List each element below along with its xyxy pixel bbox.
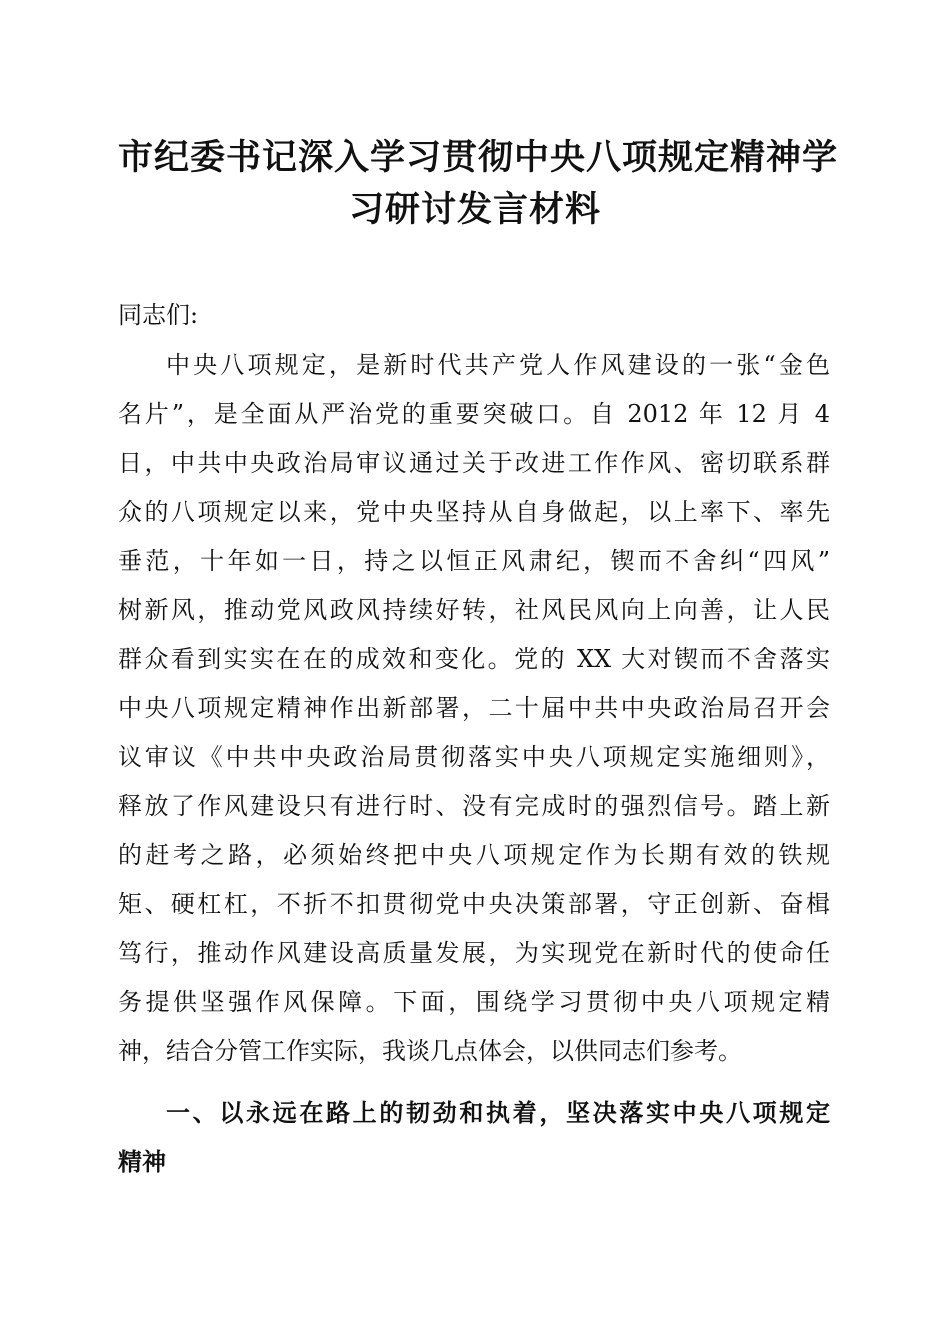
paragraph-line: 垂范，十年如一日，持之以恒正风肃纪，锲而不舍纠“四风”	[118, 547, 830, 575]
heading-line: 一、以永远在路上的韧劲和执着，坚决落实中央八项规定	[166, 1099, 830, 1127]
salutation: 同志们:	[118, 301, 199, 329]
paragraph-line: 神，结合分管工作实际，我谈几点体会，以供同志们参考。	[118, 1037, 742, 1065]
paragraph-line: 的赶考之路，必须始终把中央八项规定作为长期有效的铁规	[118, 841, 830, 869]
heading-line: 精神	[118, 1148, 166, 1176]
paragraph-line: 议审议《中共中央政治局贯彻落实中央八项规定实施细则》，	[118, 743, 830, 771]
document-title	[118, 132, 839, 236]
paragraph-line: 务提供坚强作风保障。下面，围绕学习贯彻中央八项规定精	[118, 988, 830, 1016]
paragraph-line: 笃行，推动作风建设高质量发展，为实现党在新时代的使命任	[118, 939, 830, 967]
intro-paragraph	[118, 341, 830, 1076]
title-line-2: 习研讨发言材料	[348, 189, 601, 230]
paragraph-line: 矩、硬杠杠，不折不扣贯彻党中央决策部署，守正创新、奋楫	[118, 890, 830, 918]
paragraph-line: 中央八项规定，是新时代共产党人作风建设的一张“金色	[166, 351, 830, 379]
paragraph-line: 树新风，推动党风政风持续好转，社风民风向上向善，让人民	[118, 596, 830, 624]
section-heading-1	[118, 1089, 830, 1187]
paragraph-line: 名片”，是全面从严治党的重要突破口。自 2012 年 12 月 4	[118, 400, 830, 428]
paragraph-line: 日，中共中央政治局审议通过关于改进工作作风、密切联系群	[118, 449, 830, 477]
paragraph-line: 中央八项规定精神作出新部署，二十届中共中央政治局召开会	[118, 694, 830, 722]
paragraph-line: 释放了作风建设只有进行时、没有完成时的强烈信号。踏上新	[118, 792, 830, 820]
paragraph-line: 众的八项规定以来，党中央坚持从自身做起，以上率下、率先	[118, 498, 830, 526]
title-line-1: 市纪委书记深入学习贯彻中央八项规定精神学	[118, 137, 839, 178]
paragraph-line: 群众看到实实在在的成效和变化。党的 XX 大对锲而不舍落实	[118, 645, 830, 673]
